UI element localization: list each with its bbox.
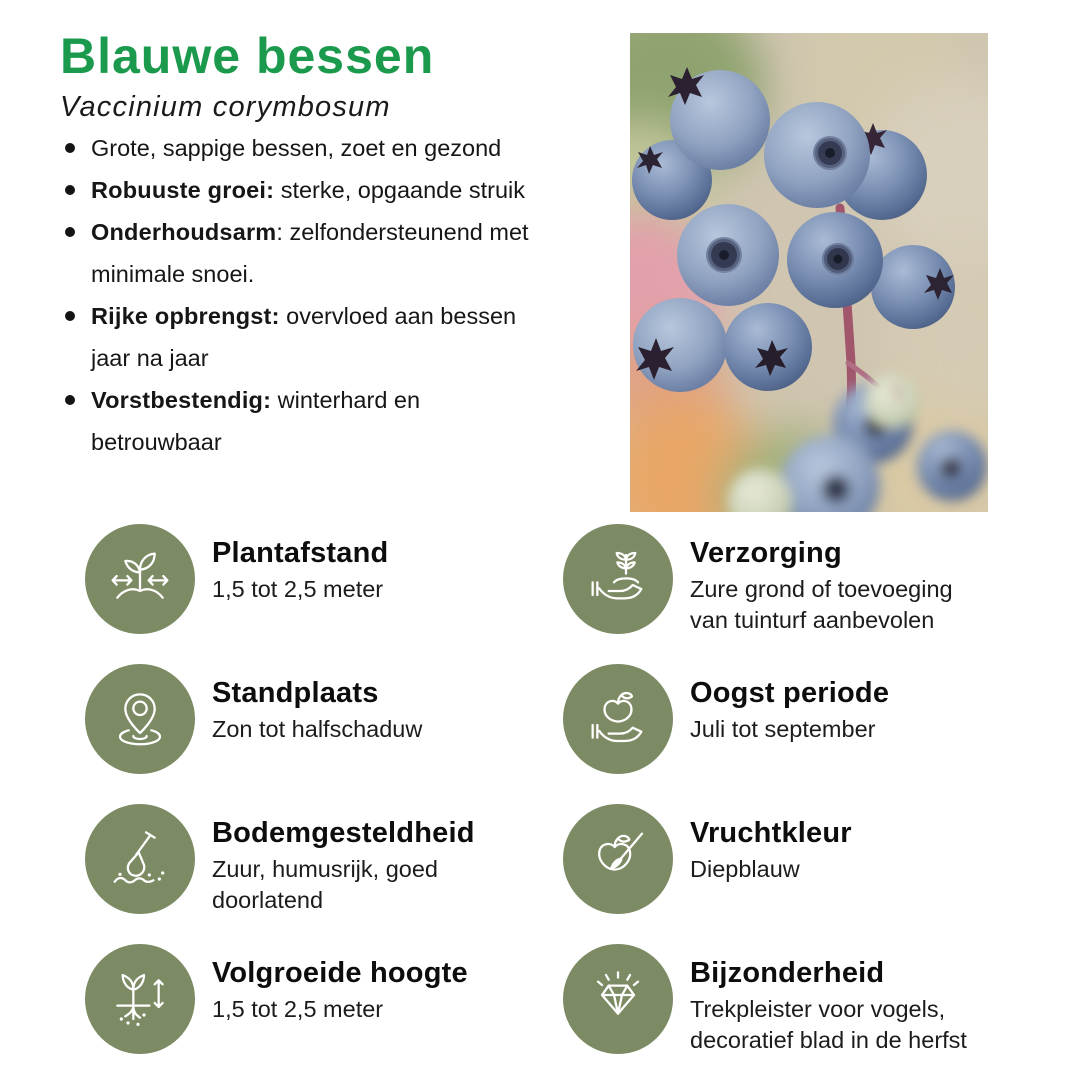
location-pin-icon (85, 664, 195, 774)
attribute-bijzonderheid (563, 944, 993, 1084)
latin-name: Vaccinium corymbosum (60, 90, 391, 123)
attribute-description: Zuur, humusrijk, goed doorlatend (212, 856, 438, 914)
feature-item (62, 295, 530, 379)
attribute-title: Plantafstand (212, 537, 389, 569)
feature-text: : zelfondersteunend met minimale snoei. (91, 219, 529, 287)
feature-text: winterhard en betrouwbaar (91, 387, 421, 455)
attribute-description: Zon tot halfschaduw (212, 716, 423, 743)
attribute-title: Vruchtkleur (690, 817, 852, 849)
attribute-vruchtkleur (563, 804, 993, 944)
diamond-sparkle-icon (563, 944, 673, 1054)
feature-text: sterke, opgaande struik (274, 177, 525, 203)
feature-item (62, 379, 530, 463)
shovel-icon (85, 804, 195, 914)
attribute-description: Diepblauw (690, 856, 800, 883)
feature-bold: Robuuste groei: (91, 177, 275, 203)
attributes-grid (85, 524, 993, 1084)
attribute-verzorging (563, 524, 993, 664)
attribute-title: Bodemgesteldheid (212, 817, 475, 849)
hand-plant-icon (563, 524, 673, 634)
feature-text: Grote, sappige bessen, zoet en gezond (91, 135, 502, 161)
attribute-title: Standplaats (212, 677, 379, 709)
feature-text: overvloed aan bessen jaar na jaar (91, 303, 517, 371)
attribute-description: Trekpleister voor vogels, decoratief blad in de herfst (690, 996, 967, 1054)
header (60, 30, 620, 124)
attribute-title: Oogst periode (690, 677, 890, 709)
attribute-description: Zure grond of toevoeging van tuinturf aanbevolen (690, 576, 953, 634)
feature-bold: Onderhoudsarm (91, 219, 277, 245)
feature-item (62, 211, 530, 295)
apple-brush-icon (563, 804, 673, 914)
feature-bold: Rijke opbrengst: (91, 303, 280, 329)
attribute-bodemgesteldheid (85, 804, 563, 944)
feature-bold: Vorstbestendig: (91, 387, 272, 413)
attribute-description: 1,5 tot 2,5 meter (212, 996, 384, 1023)
feature-item (62, 169, 530, 211)
hand-apple-icon (563, 664, 673, 774)
blueberries-photo (630, 33, 988, 512)
feature-list (62, 127, 530, 463)
attribute-volgroeide-hoogte (85, 944, 563, 1084)
attribute-title: Volgroeide hoogte (212, 957, 468, 989)
attribute-description: 1,5 tot 2,5 meter (212, 576, 384, 603)
page-title: Blauwe bessen (60, 28, 435, 84)
attribute-description: Juli tot september (690, 716, 876, 743)
attribute-plantafstand (85, 524, 563, 664)
feature-item (62, 127, 530, 169)
attribute-title: Bijzonderheid (690, 957, 885, 989)
plant-height-icon (85, 944, 195, 1054)
attribute-standplaats (85, 664, 563, 804)
plant-spacing-icon (85, 524, 195, 634)
attribute-title: Verzorging (690, 537, 842, 569)
attribute-oogst-periode (563, 664, 993, 804)
